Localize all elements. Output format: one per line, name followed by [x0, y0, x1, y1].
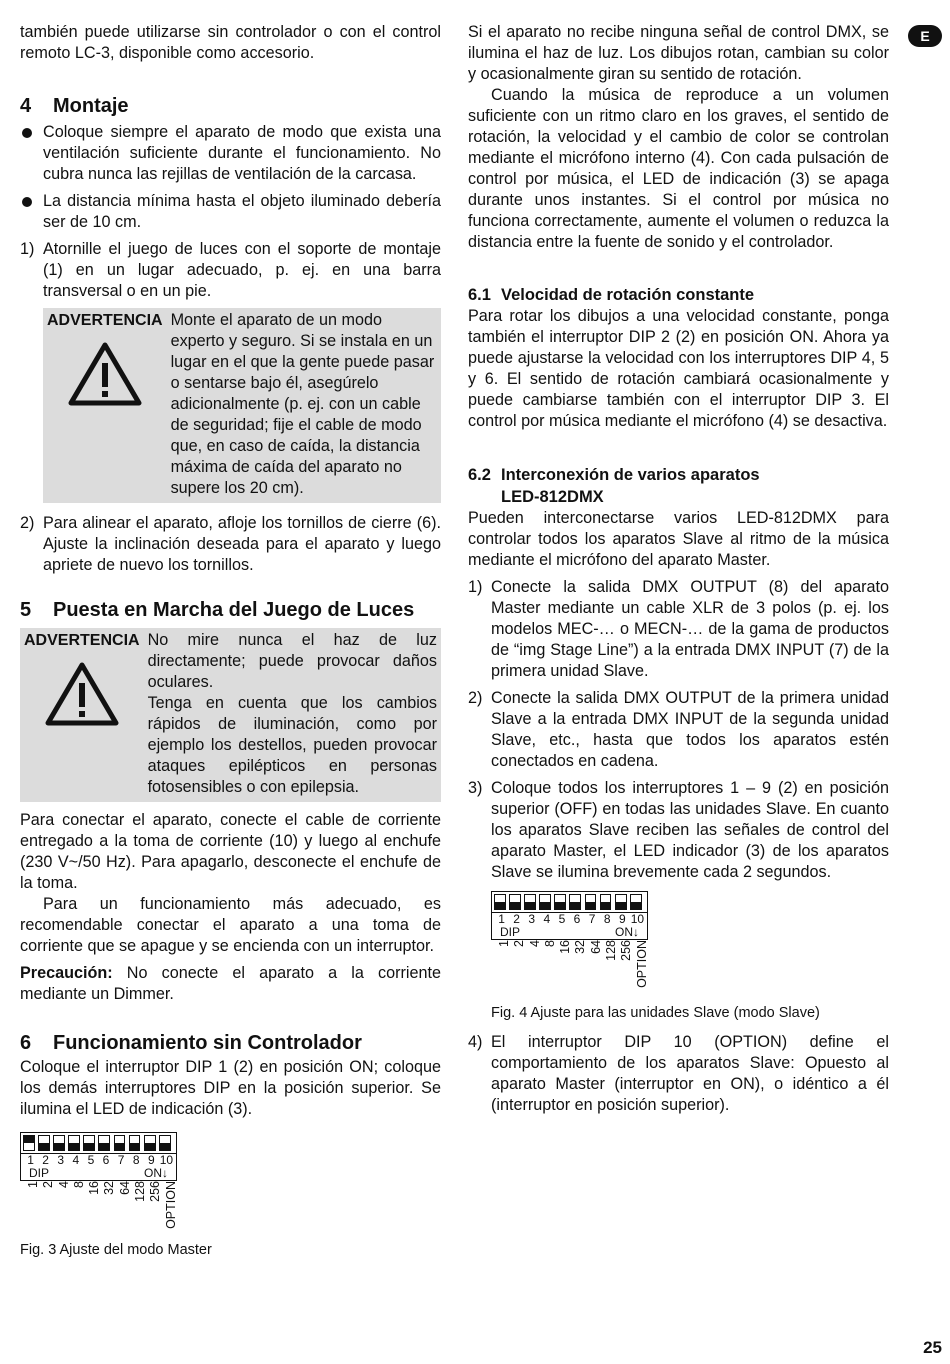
dip-number-label: 6 — [573, 912, 581, 926]
warning-side — [24, 630, 140, 798]
paragraph: Si el aparato no recibe ninguna señal de control DMX, se ilumina el haz de luz. Los dibujos rotan, cambian su color y ocasionalmente giran su sentido de rotación. — [468, 23, 889, 83]
intro-paragraph: también puede utilizarse sin controlador o con el control remoto LC-3, disponible como accesorio. — [20, 23, 441, 62]
figure-caption: Fig. 3 Ajuste del modo Master — [20, 1242, 212, 1258]
dip-label: DIP — [500, 925, 521, 939]
dip-value-label: 8 — [71, 1181, 86, 1188]
numbered-step — [468, 778, 889, 883]
caution-paragraph — [20, 963, 441, 1005]
dip-switch-5 — [554, 894, 566, 910]
dip-value-label: 4 — [56, 1181, 71, 1188]
warning-box — [43, 308, 441, 503]
warning-text: Monte el aparato de un modo experto y seguro. Si se instala en un lugar en el que la gente puede pasar o sentarse bajo él, asegúrelo adicionalmente (p. ej. con un cable de seguridad; fije el cable de modo que, en caso de caída, la distancia máxima de caída del aparato no supere los 20 cm). — [170, 311, 435, 497]
dip-value-label: 8 — [542, 940, 557, 947]
dip-value-label: 64 — [117, 1181, 132, 1195]
section-number: 5 — [20, 599, 32, 621]
dip-values — [21, 1181, 441, 1236]
step-text: Conecte la salida DMX OUTPUT (8) del aparato Master mediante un cable XLR de 3 polos (p. ej. los modelos MEC-… o MECN-… de la gama de productos de “img Stage Line”) a la entrada DMX INPUT (7) de la primera unidad Slave. — [491, 578, 889, 680]
warning-label: ADVERTENCIA — [47, 312, 163, 329]
dip-switch-9 — [615, 894, 627, 910]
dip-switch-9 — [144, 1135, 156, 1151]
dip-switch-figure — [20, 1132, 441, 1236]
step-number: 1) — [468, 578, 483, 596]
warning-text — [140, 630, 437, 798]
subsection-6-2-heading — [468, 464, 889, 508]
dip-switch-8 — [600, 894, 612, 910]
step-text: Conecte la salida DMX OUTPUT de la primera unidad Slave a la entrada DMX INPUT de la segunda unidad Slave, etc., hasta que todos los aparatos estén conectados en cadena. — [491, 689, 889, 770]
step-number: 2) — [468, 689, 483, 707]
warning-triangle-icon — [45, 661, 119, 727]
warning-side — [47, 310, 163, 499]
left-column — [20, 22, 441, 1261]
list-item — [20, 122, 441, 185]
numbered-step — [20, 513, 441, 576]
dip-value-label: 2 — [41, 1181, 56, 1188]
dip-value-label: 16 — [87, 1181, 102, 1195]
step-number: 2) — [20, 514, 35, 532]
dip-value-label: 16 — [558, 940, 573, 954]
dip-number-label: 2 — [42, 1153, 49, 1167]
warning-triangle-icon — [68, 341, 142, 407]
dip-switch-4 — [539, 894, 551, 910]
subsection-6-1-heading — [468, 284, 889, 306]
dip-number-label: 8 — [132, 1153, 140, 1167]
section-6-heading — [20, 1031, 441, 1055]
step-text: Coloque todos los interruptores 1 – 9 (2) en posición superior (OFF) en todas las unidades Slave. En cuanto los aparatos Slave reciben las señales de control del aparato Master, el LED indicador (3) de los aparatos Slave se ilumina brevemente cada 2 segundos. — [491, 779, 889, 881]
dip-number-label: 4 — [543, 912, 551, 926]
paragraph: Cuando la música de reproduce a un volumen suficiente con un ritmo claro en los graves, el sentido de rotación, la velocidad y el cambio de color se controlan mediante el micrófono interno (4). Con cada pulsación de control por música, el LED de indicación (3) se apaga durante unos instantes. Si el control por música no funciona correctamente, aumente el volumen o reduzca la distancia entre la fuente de sonido y el controlador. — [468, 86, 889, 251]
step-number: 3) — [468, 779, 483, 797]
dip-switch-10 — [159, 1135, 171, 1151]
dip-number-label: 10 — [159, 1153, 174, 1167]
section-number: 4 — [20, 95, 32, 117]
dip-value-label: 256 — [148, 1181, 163, 1202]
dip-number-label: 8 — [603, 912, 611, 926]
section-4-heading — [20, 94, 441, 118]
bullet-icon — [20, 191, 43, 233]
dip-label-box — [20, 1154, 177, 1181]
subsection-number: 6.1 — [468, 286, 491, 304]
section-5-heading — [20, 598, 441, 622]
dip-number-label: 6 — [102, 1153, 110, 1167]
subsection-title: Interconexión de varios aparatos LED-812DMX — [501, 466, 760, 506]
dip-switch-3 — [524, 894, 536, 910]
step-number: 1) — [20, 240, 35, 258]
numbered-step — [468, 577, 889, 682]
dip-switch-7 — [585, 894, 597, 910]
language-tab: E — [908, 25, 942, 47]
paragraph: Para un funcionamiento más adecuado, es recomendable conectar el aparato a una toma de corriente que se apague y se encienda con un interruptor. — [20, 895, 441, 955]
dip-number-label: 1 — [498, 912, 505, 926]
dip-number-label: 10 — [630, 912, 645, 926]
dip-value-label: 4 — [527, 940, 542, 947]
dip-value-label: OPTION — [634, 940, 649, 988]
warning-text-part: Tenga en cuenta que los cambios rápidos de iluminación, como por ejemplo los destellos, pueden provocar ataques epilépticos en personas fotosensibles o con epilepsia. — [147, 694, 437, 796]
dip-switch-7 — [114, 1135, 126, 1151]
dip-value-label: 256 — [619, 940, 634, 961]
paragraph: Para rotar los dibujos a una velocidad constante, ponga también el interruptor DIP 2 (2) en posición ON. Ahora ya puede ajustarse la velocidad con los interruptores DIP 4, 5 y 6. El sentido de rotación cambiará ocasionalmente y puede cambiarse también con el interruptor DIP 3. El control por música mediante el micrófono (4) se desactiva. — [468, 307, 889, 430]
section-title: Funcionamiento sin Controlador — [53, 1032, 362, 1054]
dip-switch-4 — [68, 1135, 80, 1151]
dip-number-label: 7 — [588, 912, 596, 926]
dip-number-label: 3 — [57, 1153, 65, 1167]
dip-label: DIP — [29, 1166, 50, 1180]
dip-values — [492, 940, 889, 995]
dip-switch-10 — [630, 894, 642, 910]
dip-number-label: 9 — [147, 1153, 155, 1167]
dip-value-label: 2 — [512, 940, 527, 947]
dip-number-label: 3 — [528, 912, 536, 926]
list-item-text: La distancia mínima hasta el objeto iluminado debería ser de 10 cm. — [43, 192, 441, 231]
figure-caption: Fig. 4 Ajuste para las unidades Slave (modo Slave) — [491, 1005, 820, 1021]
dip-switch-5 — [83, 1135, 95, 1151]
list-item-text: Coloque siempre el aparato de modo que exista una ventilación suficiente durante el funcionamiento. No cubra nunca las rejillas de ventilación de la carcasa. — [43, 123, 441, 183]
dip-number-label: 1 — [27, 1153, 34, 1167]
dip-number-label: 2 — [513, 912, 520, 926]
numbered-step — [468, 688, 889, 772]
dip-value-label: 64 — [588, 940, 603, 954]
subsection-number: 6.2 — [468, 466, 491, 484]
step-text: Atornille el juego de luces con el soporte de montaje (1) en un lugar adecuado, p. ej. en una barra transversal o en un pie. — [43, 240, 441, 300]
list-item — [20, 191, 441, 233]
dip-value-label: 1 — [497, 940, 511, 947]
dip-switch-1 — [23, 1135, 35, 1151]
section-title: Montaje — [53, 95, 129, 117]
dip-switch-2 — [509, 894, 521, 910]
section-title: Puesta en Marcha del Juego de Luces — [53, 599, 415, 621]
dip-switch-6 — [98, 1135, 110, 1151]
caution-text: No conecte el aparato a la corriente mediante un Dimmer. — [20, 964, 441, 1003]
dip-number-label: 4 — [72, 1153, 80, 1167]
dip-switch-figure — [491, 891, 889, 995]
dip-value-label: OPTION — [163, 1181, 178, 1229]
page-number: 25 — [923, 1338, 942, 1357]
dip-switch-bank — [491, 891, 648, 913]
dip-number-label: 9 — [618, 912, 626, 926]
dip-number-label: 5 — [87, 1153, 95, 1167]
caution-label: Precaución: — [20, 964, 113, 982]
right-column — [468, 22, 889, 1122]
numbered-step — [468, 1032, 889, 1116]
dip-switch-8 — [129, 1135, 141, 1151]
warning-text-part: No mire nunca el haz de luz directamente; puede provocar daños oculares. — [147, 631, 437, 691]
paragraph: Coloque el interruptor DIP 1 (2) en posición ON; coloque los demás interruptores DIP en la posición superior. Se ilumina el LED de indicación (3). — [20, 1058, 441, 1118]
dip-switch-bank — [20, 1132, 177, 1154]
dip-switch-1 — [494, 894, 506, 910]
step-text: El interruptor DIP 10 (OPTION) define el comportamiento de los aparatos Slave: Opuesto al aparato Master (interruptor en ON), o idéntico a él (interruptor en posición superior). — [491, 1033, 889, 1114]
dip-switch-3 — [53, 1135, 65, 1151]
numbered-step — [20, 239, 441, 302]
paragraph: Para conectar el aparato, conecte el cable de corriente entregado a la toma de corriente (10) y luego al enchufe (230 V~/50 Hz). Para apagarlo, desconecte el enchufe de la toma. — [20, 811, 441, 892]
dip-label-box — [491, 913, 648, 940]
dip-value-label: 1 — [26, 1181, 40, 1188]
dip-value-label: 128 — [604, 940, 619, 961]
dip-number-label: 5 — [558, 912, 566, 926]
dip-switch-6 — [569, 894, 581, 910]
section-number: 6 — [20, 1032, 32, 1054]
step-text: Para alinear el aparato, afloje los tornillos de cierre (6). Ajuste la inclinación deseada para el aparato y luego apriete de nuevo los tornillos. — [43, 514, 441, 574]
subsection-title: Velocidad de rotación constante — [501, 286, 755, 304]
bullet-icon — [20, 122, 43, 185]
dip-value-label: 128 — [133, 1181, 148, 1202]
on-label: ON↓ — [144, 1166, 168, 1180]
dip-value-label: 32 — [573, 940, 588, 954]
dip-value-label: 32 — [102, 1181, 117, 1195]
step-number: 4) — [468, 1033, 483, 1051]
dip-number-label: 7 — [117, 1153, 125, 1167]
dip-switch-2 — [38, 1135, 50, 1151]
on-label: ON↓ — [615, 925, 639, 939]
paragraph: Pueden interconectarse varios LED-812DMX para controlar todos los aparatos Slave al ritmo de la música mediante el micrófono del aparato Master. — [468, 509, 889, 569]
warning-box — [20, 628, 441, 802]
warning-label: ADVERTENCIA — [24, 632, 140, 649]
